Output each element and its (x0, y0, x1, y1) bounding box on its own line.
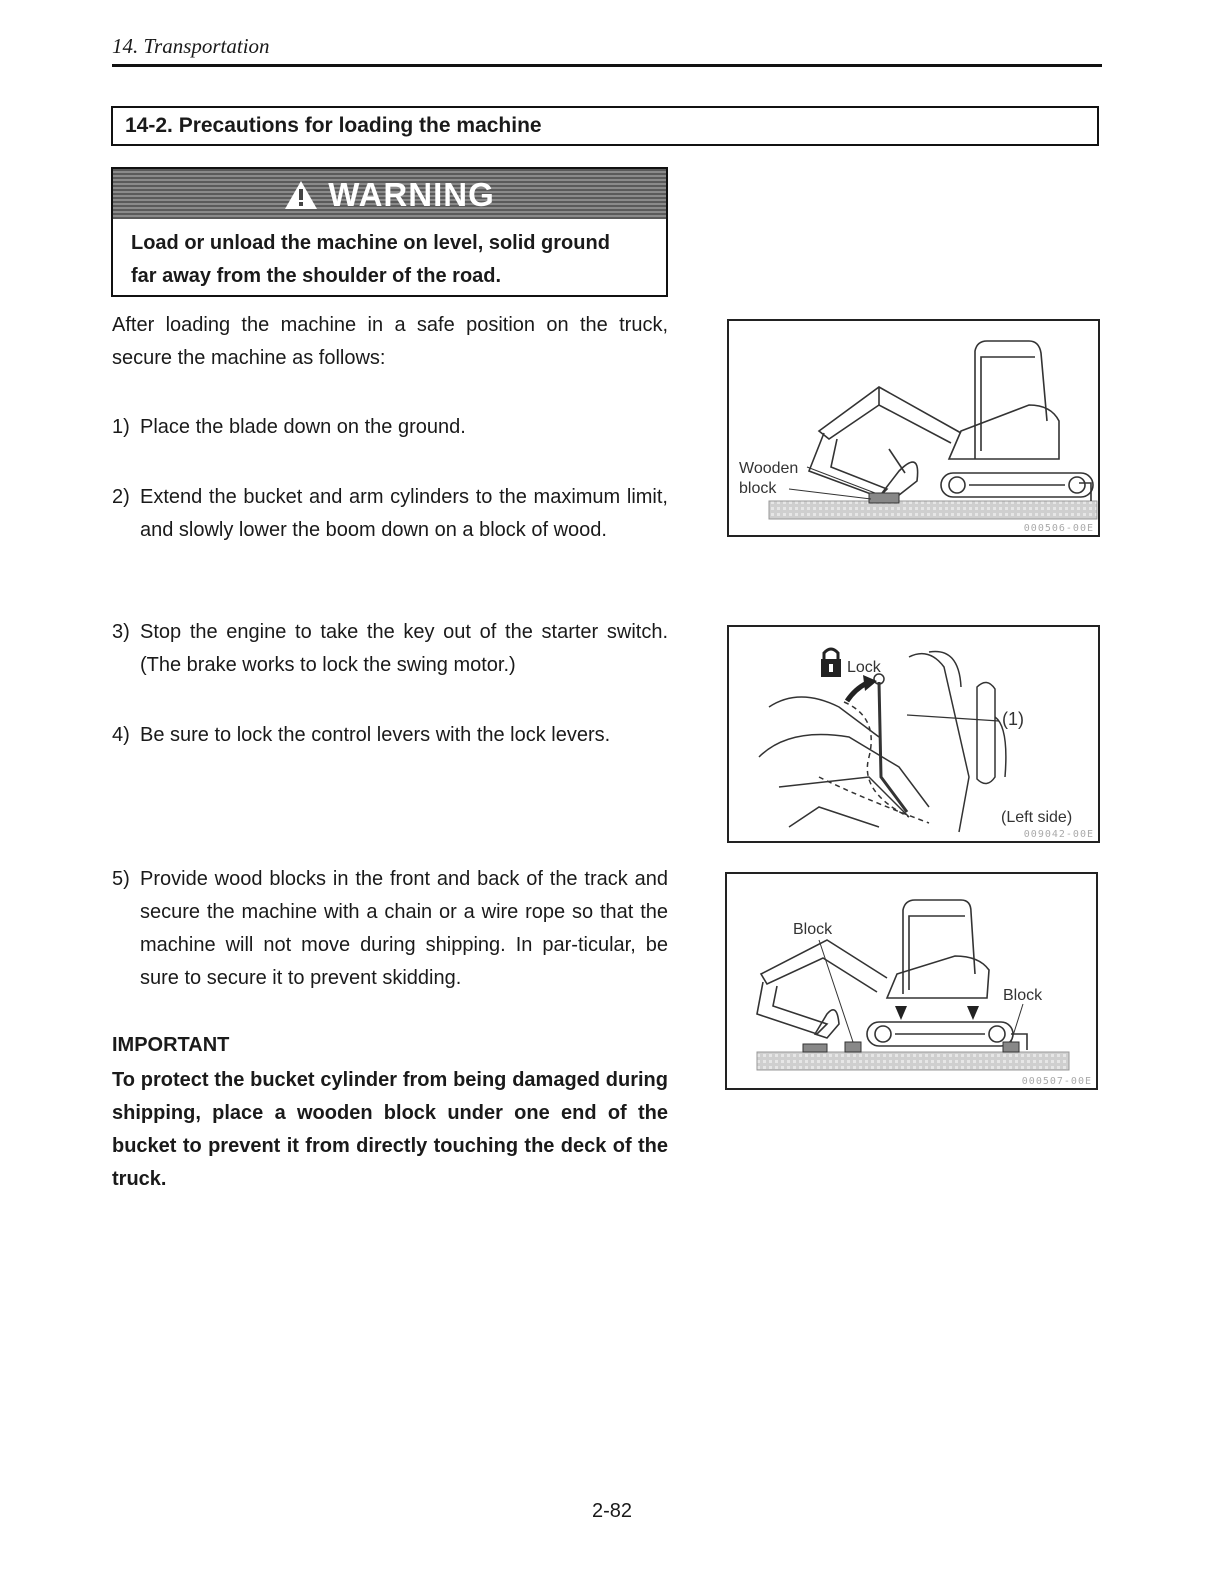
important-heading: IMPORTANT (112, 1034, 230, 1056)
step-2 (112, 481, 668, 547)
left-side-label: (Left side) (1001, 809, 1073, 826)
warning-box (111, 167, 668, 297)
block-label: block (739, 480, 777, 497)
figure-code: 000506-00E (1023, 523, 1094, 534)
step-text: Stop the engine to take the key out of the starter switch. (The brake works to lock the swing motor.) (140, 621, 668, 676)
step-3 (112, 616, 668, 682)
intro-paragraph: After loading the machine in a safe position on the truck, secure the machine as follows: (112, 314, 668, 369)
figure-wooden-block (727, 319, 1100, 537)
step-text: Provide wood blocks in the front and back of the track and secure the machine with a chain or a wire rope so that the machine will not move during shipping. In par-ticular, be sure to secure it to prevent skidding. (140, 868, 668, 989)
step-text: Extend the bucket and arm cylinders to the maximum limit, and slowly lower the boom down on a block of wood. (140, 486, 668, 541)
chapter-title: 14. Transportation (112, 34, 270, 58)
important-text: To protect the bucket cylinder from being damaged during shipping, place a wooden block under one end of the bucket to prevent it from directly touching the deck of the truck. (112, 1069, 668, 1190)
lock-label: Lock (847, 659, 881, 676)
page-number: 2-82 (591, 1500, 633, 1522)
figure-code: 000507-00E (1021, 1076, 1092, 1087)
step-number: 5) (112, 868, 130, 890)
section-title: 14-2. Precautions for loading the machine (125, 114, 542, 137)
warning-line-1: Load or unload the machine on level, solid ground (131, 232, 610, 254)
step-5 (112, 863, 668, 995)
step-text: Place the blade down on the ground. (140, 416, 466, 438)
excavator-track-blocks-illustration (727, 874, 1096, 1088)
header-rule (112, 64, 1102, 67)
step-number: 1) (112, 416, 130, 438)
block-label-left: Block (793, 921, 833, 938)
step-number: 4) (112, 724, 130, 746)
warning-heading-text: WARNING (328, 176, 495, 213)
step-text: Be sure to lock the control levers with the lock levers. (140, 724, 611, 746)
step-number: 3) (112, 621, 130, 643)
block-label-right: Block (1003, 987, 1043, 1004)
warning-heading (113, 176, 666, 214)
callout-1: (1) (1002, 709, 1024, 729)
section-title-box (111, 106, 1099, 146)
step-4 (112, 719, 668, 752)
step-number: 2) (112, 486, 130, 508)
figure-track-blocks (725, 872, 1098, 1090)
warning-triangle-icon (284, 180, 318, 210)
step-1 (112, 411, 668, 444)
warning-text (131, 227, 656, 293)
figure-code: 009042-00E (1023, 829, 1094, 840)
excavator-boom-on-block-illustration (729, 321, 1098, 535)
wooden-label: Wooden (739, 460, 799, 477)
warning-line-2: far away from the shoulder of the road. (131, 265, 502, 287)
figure-lock-lever (727, 625, 1100, 843)
